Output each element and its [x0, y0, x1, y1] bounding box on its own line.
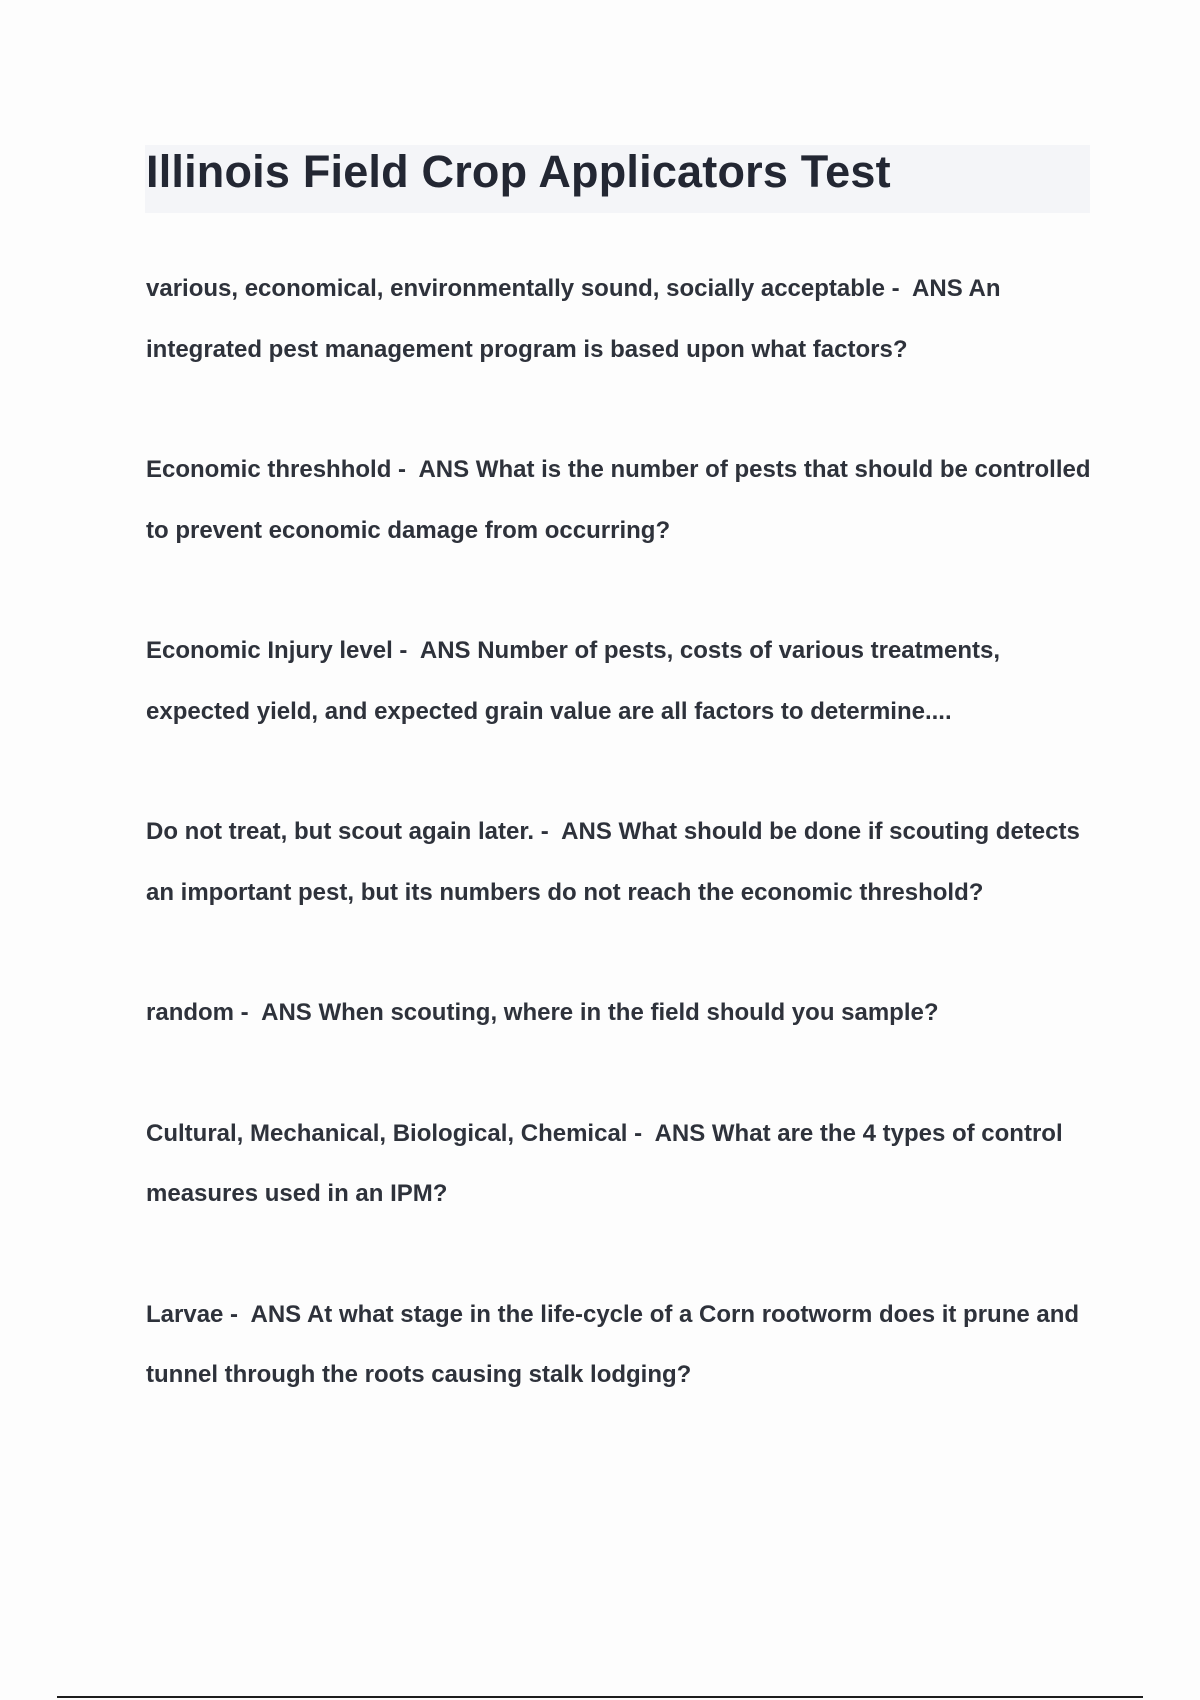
qa-question: ANS An integrated pest management program is based upon what factors? [146, 275, 1001, 363]
qa-item [146, 440, 1091, 561]
qa-answer: Economic threshhold [146, 456, 392, 483]
qa-answer: Do not treat, but scout again later. [146, 818, 535, 845]
qa-question: ANS Number of pests, costs of various treatments, expected yield, and expected grain value are all factors to determine.... [146, 637, 1000, 725]
qa-answer: various, economical, environmentally sound, socially acceptable [146, 275, 885, 302]
qa-separator: - [534, 818, 562, 845]
qa-separator: - [223, 1300, 251, 1328]
qa-item [146, 259, 1091, 380]
qa-separator: - [391, 456, 419, 483]
qa-answer: Larvae [146, 1300, 224, 1328]
qa-list [146, 259, 1091, 1466]
qa-answer: Economic Injury level [146, 637, 393, 664]
qa-separator: - [884, 275, 913, 302]
qa-answer: random [146, 999, 235, 1026]
document-title: Illinois Field Crop Applicators Test [146, 146, 891, 197]
qa-question: ANS What should be done if scouting detects an important pest, but its numbers do not reach the economic threshold? [146, 818, 1080, 906]
qa-question: ANS What are the 4 types of control measures used in an IPM? [146, 1119, 1063, 1207]
qa-item [146, 983, 1091, 1044]
qa-question: ANS At what stage in the life-cycle of a Corn rootworm does it prune and tunnel through the roots causing stalk lodging? [146, 1300, 1080, 1388]
qa-question: ANS When scouting, where in the field should you sample? [261, 999, 939, 1026]
qa-item [146, 802, 1091, 923]
qa-separator: - [234, 999, 262, 1026]
qa-question: ANS What is the number of pests that should be controlled to prevent economic damage from occurring? [146, 456, 1091, 544]
qa-separator: - [627, 1119, 655, 1147]
qa-item [146, 621, 1091, 742]
qa-answer: Cultural, Mechanical, Biological, Chemical [146, 1119, 628, 1147]
qa-item [146, 1104, 1091, 1225]
qa-item [146, 1285, 1091, 1406]
footer-divider [57, 1696, 1143, 1698]
qa-separator: - [392, 637, 420, 664]
